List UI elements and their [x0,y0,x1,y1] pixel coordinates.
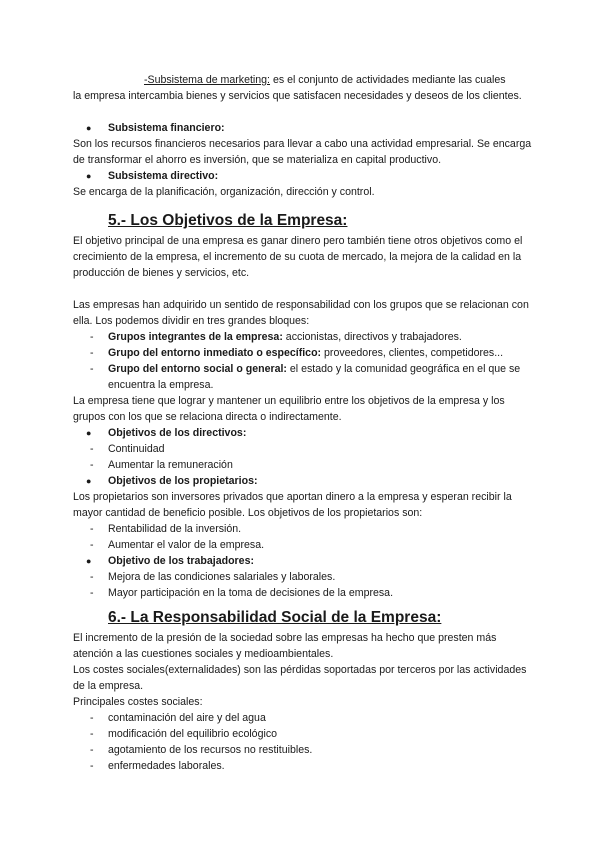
cost-item-1 [73,710,535,726]
bullet-icon: ● [86,476,92,486]
marketing-label: -Subsistema de marketing: [144,74,271,86]
group-text: accionistas, directivos y trabajadores. [282,331,462,343]
marketing-paragraph [73,72,535,88]
directivos-title: Objetivos de los directivos: [108,427,247,439]
document-body [73,72,535,774]
list-item-text: Aumentar la remuneración [108,459,233,471]
section5-heading: 5.- Los Objetivos de la Empresa: [108,212,348,229]
dash-icon: - [90,363,94,375]
bullet-icon: ● [86,556,92,566]
trabajadores-bullet [73,553,535,569]
list-item-text: Mejora de las condiciones salariales y laborales. [108,571,336,583]
financiero-bullet [73,120,535,136]
marketing-continuation: la empresa intercambia bienes y servicios que satisfacen necesidades y deseos de los clientes. [73,90,522,102]
list-item-text: contaminación del aire y del agua [108,712,266,724]
section5-paragraph-2: Las empresas han adquirido un sentido de responsabilidad con los grupos que se relacionan con ella. Los podemos dividir en tres grandes bloques: [73,299,529,327]
propietarios-item-2 [73,537,535,553]
trabajadores-title: Objetivo de los trabajadores: [108,555,254,567]
directivos-item-2 [73,457,535,473]
cost-item-4 [73,758,535,774]
dash-icon: - [90,760,94,772]
bullet-icon: ● [86,428,92,438]
directivos-item-1 [73,441,535,457]
bullet-icon: ● [86,171,92,181]
section5-paragraph-3: La empresa tiene que lograr y mantener un equilibrio entre los objetivos de la empresa y los grupos con los que se relaciona directa o indirectamente. [73,395,505,423]
list-item-text: Aumentar el valor de la empresa. [108,539,265,551]
list-item-text: modificación del equilibrio ecológico [108,728,278,740]
list-item-text: Continuidad [108,443,165,455]
propietarios-title: Objetivos de los propietarios: [108,475,258,487]
dash-icon: - [90,523,94,535]
list-item-text: enfermedades laborales. [108,760,225,772]
list-item-text: agotamiento de los recursos no restituibles. [108,744,313,756]
list-item-text: Mayor participación en la toma de decisiones de la empresa. [108,587,394,599]
dash-icon: - [90,712,94,724]
group-item-1 [73,329,535,345]
cost-item-2 [73,726,535,742]
bullet-icon: ● [86,123,92,133]
propietarios-text: Los propietarios son inversores privados que aportan dinero a la empresa y esperan recibir la mayor cantidad de beneficio posible. Los objetivos de los propietarios son: [73,491,512,519]
group-item-2 [73,345,535,361]
list-item-text: Rentabilidad de la inversión. [108,523,242,535]
directivo-title: Subsistema directivo: [108,170,219,182]
dash-icon: - [90,539,94,551]
directivo-text: Se encarga de la planificación, organización, dirección y control. [73,186,375,198]
trabajadores-item-2 [73,585,535,601]
financiero-title: Subsistema financiero: [108,122,225,134]
dash-icon: - [90,728,94,740]
directivos-bullet [73,425,535,441]
group-item-3 [73,361,535,393]
dash-icon: - [90,571,94,583]
dash-icon: - [90,587,94,599]
section6-paragraph-3: Principales costes sociales: [73,696,203,708]
marketing-text: es el conjunto de actividades mediante las cuales [270,74,506,86]
dash-icon: - [90,347,94,359]
trabajadores-item-1 [73,569,535,585]
group-label: Grupo del entorno social o general: [108,363,287,375]
section6-heading: 6.- La Responsabilidad Social de la Empresa: [108,609,442,626]
group-label: Grupo del entorno inmediato o específico: [108,347,322,359]
group-text: el estado y la comunidad geográfica en el que se encuentra la empresa. [108,363,521,391]
section6-paragraph-1: El incremento de la presión de la sociedad sobre las empresas ha hecho que presten más atención a las cuestiones sociales y medioambientales. [73,632,497,660]
propietarios-bullet [73,473,535,489]
dash-icon: - [90,443,94,455]
dash-icon: - [90,744,94,756]
group-label: Grupos integrantes de la empresa: [108,331,283,343]
directivo-bullet [73,168,535,184]
financiero-text: Son los recursos financieros necesarios para llevar a cabo una actividad empresarial. Se encarga de transformar el ahorro es inversión, que se materializa en capital productivo. [73,138,532,166]
dash-icon: - [90,459,94,471]
group-text: proveedores, clientes, competidores... [321,347,504,359]
cost-item-3 [73,742,535,758]
section5-paragraph-1: El objetivo principal de una empresa es ganar dinero pero también tiene otros objetivos como el crecimiento de la empresa, el incremento de su cuota de mercado, la mejora de la calidad en la producción de bienes y servicios, etc. [73,235,523,279]
propietarios-item-1 [73,521,535,537]
dash-icon: - [90,331,94,343]
section6-paragraph-2: Los costes sociales(externalidades) son las pérdidas soportadas por terceros por las actividades de la empresa. [73,664,527,692]
